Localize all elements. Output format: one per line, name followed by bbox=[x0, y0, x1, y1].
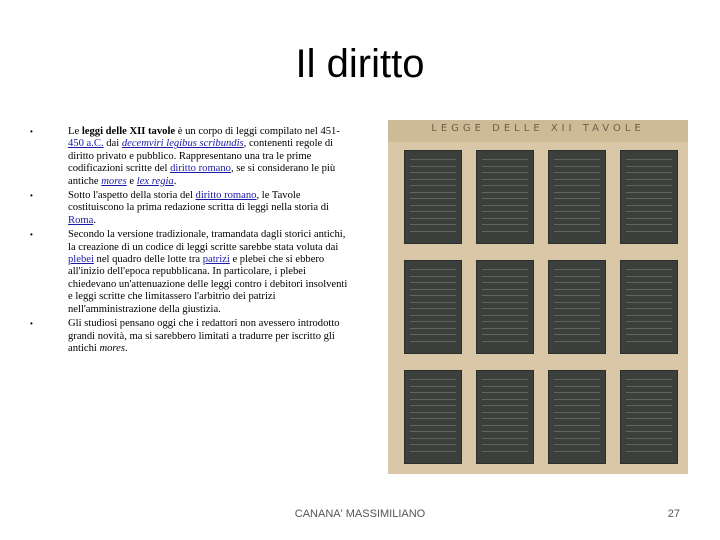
engraved-line bbox=[482, 159, 528, 160]
engraved-line bbox=[626, 205, 672, 206]
bold-text: leggi delle XII tavole bbox=[81, 126, 176, 137]
engraved-line bbox=[482, 302, 528, 303]
engraved-line bbox=[626, 418, 672, 419]
engraved-line bbox=[554, 179, 600, 180]
engraved-line bbox=[554, 412, 600, 413]
bullet-icon: • bbox=[30, 127, 33, 136]
engraved-line bbox=[554, 295, 600, 296]
text-run: nel quadro delle lotte tra bbox=[93, 254, 203, 266]
engraved-line bbox=[626, 289, 672, 290]
engraved-line bbox=[554, 192, 600, 193]
engraved-line bbox=[410, 431, 456, 432]
bullet-icon: • bbox=[30, 230, 33, 240]
engraved-line bbox=[410, 405, 456, 406]
engraved-line bbox=[410, 159, 456, 160]
law-tablet bbox=[404, 370, 462, 464]
engraved-line bbox=[482, 172, 528, 173]
engraved-line bbox=[554, 224, 600, 225]
engraved-line bbox=[482, 269, 528, 270]
bullet-item bbox=[30, 190, 352, 227]
text-run: e bbox=[126, 175, 137, 187]
engraved-line bbox=[626, 321, 672, 322]
text-run: , se si considerano le più antiche bbox=[68, 163, 336, 187]
engraved-line bbox=[410, 192, 456, 193]
engraved-line bbox=[626, 224, 672, 225]
engraved-line bbox=[410, 185, 456, 186]
engraved-line bbox=[626, 412, 672, 413]
engraved-line bbox=[626, 172, 672, 173]
engraved-line bbox=[482, 418, 528, 419]
engraved-line bbox=[554, 231, 600, 232]
engraved-line bbox=[410, 379, 456, 380]
text-run: . bbox=[125, 342, 128, 354]
engraved-line bbox=[554, 438, 600, 439]
text-run: Secondo la versione tradizionale, tramandata dagli storici antichi, la creazione di un codice di leggi scritte sarebbe stata voluta dai bbox=[68, 229, 346, 253]
text-run: Sotto l'aspetto della storia del bbox=[68, 190, 196, 202]
engraved-line bbox=[626, 302, 672, 303]
engraved-line bbox=[410, 451, 456, 452]
law-tablet bbox=[620, 260, 678, 354]
law-tablet bbox=[620, 370, 678, 464]
engraved-line bbox=[482, 386, 528, 387]
engraved-line bbox=[554, 379, 600, 380]
engraved-line bbox=[482, 431, 528, 432]
text-run: , contenenti regole di diritto privato e pubblico. Rappresentano una tra le prime codificazioni scritte del bbox=[68, 138, 334, 175]
engraved-line bbox=[554, 218, 600, 219]
engraved-line bbox=[626, 308, 672, 309]
engraved-line bbox=[626, 451, 672, 452]
engraved-line bbox=[410, 172, 456, 173]
bullet-item bbox=[30, 126, 352, 188]
engraved-line bbox=[554, 451, 600, 452]
inline-link[interactable]: patrizi bbox=[202, 254, 230, 266]
engraved-line bbox=[554, 205, 600, 206]
engraved-line bbox=[554, 341, 600, 342]
engraved-line bbox=[482, 308, 528, 309]
engraved-line bbox=[626, 159, 672, 160]
engraved-line bbox=[626, 231, 672, 232]
bullet-item bbox=[30, 318, 352, 355]
engraved-line bbox=[554, 444, 600, 445]
twelve-tables-photo bbox=[388, 120, 688, 474]
engraved-line bbox=[626, 295, 672, 296]
engraved-line bbox=[410, 399, 456, 400]
inline-link[interactable]: mores bbox=[101, 175, 127, 187]
law-tablet bbox=[476, 370, 534, 464]
page-number: 27 bbox=[667, 508, 680, 520]
engraved-line bbox=[626, 211, 672, 212]
engraved-line bbox=[626, 192, 672, 193]
engraved-line bbox=[626, 341, 672, 342]
engraved-line bbox=[482, 179, 528, 180]
inline-link[interactable]: decemviri legibus scribundis bbox=[121, 138, 244, 150]
engraved-line bbox=[554, 334, 600, 335]
engraved-line bbox=[554, 269, 600, 270]
engraved-line bbox=[410, 308, 456, 309]
engraved-line bbox=[410, 166, 456, 167]
text-run: Le bbox=[68, 126, 82, 137]
text-run: mores bbox=[99, 342, 125, 354]
engraved-line bbox=[554, 166, 600, 167]
inline-link[interactable]: diritto romano bbox=[195, 190, 257, 202]
text-run: . bbox=[93, 214, 96, 226]
engraved-line bbox=[482, 438, 528, 439]
engraved-line bbox=[482, 315, 528, 316]
engraved-line bbox=[554, 425, 600, 426]
text-run: e plebei che si ebbero all'inizio dell'epoca repubblicana. In particolare, i plebei chiedevano un'attenuazione delle leggi contro i debitori insolventi e leggi scritte che limitassero l'arbitrio dei patrizi nell'amministrazione della giustizia. bbox=[68, 254, 348, 315]
engraved-line bbox=[482, 328, 528, 329]
engraved-line bbox=[410, 334, 456, 335]
inscription-text: LEGGE DELLE XII TAVOLE bbox=[431, 123, 645, 134]
engraved-line bbox=[626, 328, 672, 329]
engraved-line bbox=[626, 425, 672, 426]
engraved-line bbox=[410, 289, 456, 290]
law-tablet bbox=[476, 150, 534, 244]
engraved-line bbox=[626, 282, 672, 283]
engraved-line bbox=[410, 295, 456, 296]
law-tablet bbox=[404, 150, 462, 244]
engraved-line bbox=[626, 198, 672, 199]
engraved-line bbox=[482, 321, 528, 322]
inline-link[interactable]: Roma bbox=[68, 214, 94, 226]
engraved-line bbox=[482, 205, 528, 206]
engraved-line bbox=[410, 276, 456, 277]
inline-link[interactable]: diritto romano bbox=[170, 163, 231, 175]
engraved-line bbox=[554, 289, 600, 290]
engraved-line bbox=[410, 231, 456, 232]
bullet-icon: • bbox=[30, 319, 33, 329]
footer-author: CANANA' MASSIMILIANO bbox=[294, 508, 426, 520]
engraved-line bbox=[482, 399, 528, 400]
engraved-line bbox=[554, 185, 600, 186]
bullet-list bbox=[30, 126, 352, 357]
engraved-line bbox=[410, 269, 456, 270]
law-tablet bbox=[620, 150, 678, 244]
engraved-line bbox=[626, 438, 672, 439]
engraved-line bbox=[554, 282, 600, 283]
engraved-line bbox=[410, 412, 456, 413]
engraved-line bbox=[626, 218, 672, 219]
slide-title: Il diritto bbox=[295, 42, 425, 86]
engraved-line bbox=[482, 185, 528, 186]
engraved-line bbox=[626, 276, 672, 277]
engraved-line bbox=[626, 444, 672, 445]
engraved-line bbox=[410, 438, 456, 439]
engraved-line bbox=[410, 328, 456, 329]
engraved-line bbox=[410, 444, 456, 445]
engraved-line bbox=[482, 392, 528, 393]
engraved-line bbox=[482, 379, 528, 380]
engraved-line bbox=[554, 302, 600, 303]
engraved-line bbox=[626, 269, 672, 270]
engraved-line bbox=[410, 218, 456, 219]
engraved-line bbox=[626, 399, 672, 400]
engraved-line bbox=[626, 315, 672, 316]
engraved-line bbox=[554, 172, 600, 173]
engraved-line bbox=[554, 431, 600, 432]
law-tablet bbox=[404, 260, 462, 354]
inline-link[interactable]: lex regia bbox=[136, 175, 174, 187]
engraved-line bbox=[482, 425, 528, 426]
engraved-line bbox=[482, 166, 528, 167]
engraved-line bbox=[554, 308, 600, 309]
bullet-item bbox=[30, 229, 352, 316]
engraved-line bbox=[482, 444, 528, 445]
engraved-line bbox=[410, 321, 456, 322]
engraved-line bbox=[482, 334, 528, 335]
law-tablet bbox=[548, 370, 606, 464]
engraved-line bbox=[482, 276, 528, 277]
engraved-line bbox=[410, 302, 456, 303]
engraved-line bbox=[482, 282, 528, 283]
engraved-line bbox=[482, 198, 528, 199]
engraved-line bbox=[626, 379, 672, 380]
engraved-line bbox=[410, 211, 456, 212]
engraved-line bbox=[482, 295, 528, 296]
engraved-line bbox=[626, 179, 672, 180]
text-run: , le Tavole costituiscono la prima redazione scritta di leggi nella storia di bbox=[68, 190, 329, 214]
engraved-line bbox=[410, 205, 456, 206]
engraved-line bbox=[482, 412, 528, 413]
text-run: . bbox=[173, 175, 177, 187]
engraved-line bbox=[482, 218, 528, 219]
engraved-line bbox=[626, 166, 672, 167]
engraved-line bbox=[626, 431, 672, 432]
engraved-line bbox=[554, 386, 600, 387]
engraved-line bbox=[626, 185, 672, 186]
engraved-line bbox=[626, 334, 672, 335]
engraved-line bbox=[554, 211, 600, 212]
law-tablet bbox=[548, 260, 606, 354]
engraved-line bbox=[410, 341, 456, 342]
engraved-line bbox=[554, 159, 600, 160]
engraved-line bbox=[482, 192, 528, 193]
engraved-line bbox=[554, 315, 600, 316]
engraved-line bbox=[410, 282, 456, 283]
engraved-line bbox=[482, 405, 528, 406]
law-tablet bbox=[476, 260, 534, 354]
text-run: è un corpo di leggi compilato nel 451- bbox=[175, 126, 340, 137]
bullet-icon: • bbox=[30, 191, 33, 201]
engraved-line bbox=[482, 231, 528, 232]
engraved-line bbox=[626, 405, 672, 406]
engraved-line bbox=[410, 315, 456, 316]
text-run: Gli studiosi pensano oggi che i redattori non avessero introdotto grandi novità, ma si sarebbero limitati a tradurre per iscritto gli antichi bbox=[68, 318, 340, 354]
engraved-line bbox=[626, 392, 672, 393]
engraved-line bbox=[482, 224, 528, 225]
engraved-line bbox=[554, 198, 600, 199]
engraved-line bbox=[554, 321, 600, 322]
engraved-line bbox=[482, 289, 528, 290]
engraved-line bbox=[554, 276, 600, 277]
engraved-line bbox=[410, 418, 456, 419]
engraved-line bbox=[410, 392, 456, 393]
engraved-line bbox=[410, 386, 456, 387]
text-run: dai bbox=[103, 138, 122, 150]
engraved-line bbox=[410, 224, 456, 225]
engraved-line bbox=[482, 451, 528, 452]
engraved-line bbox=[410, 179, 456, 180]
inline-link[interactable]: plebei bbox=[68, 254, 94, 266]
engraved-line bbox=[554, 405, 600, 406]
engraved-line bbox=[554, 418, 600, 419]
law-tablet bbox=[548, 150, 606, 244]
engraved-line bbox=[626, 386, 672, 387]
engraved-line bbox=[554, 392, 600, 393]
engraved-line bbox=[554, 399, 600, 400]
inline-link[interactable]: 450 a.C. bbox=[68, 138, 104, 150]
engraved-line bbox=[482, 211, 528, 212]
engraved-line bbox=[482, 341, 528, 342]
engraved-line bbox=[554, 328, 600, 329]
engraved-line bbox=[410, 198, 456, 199]
engraved-line bbox=[410, 425, 456, 426]
